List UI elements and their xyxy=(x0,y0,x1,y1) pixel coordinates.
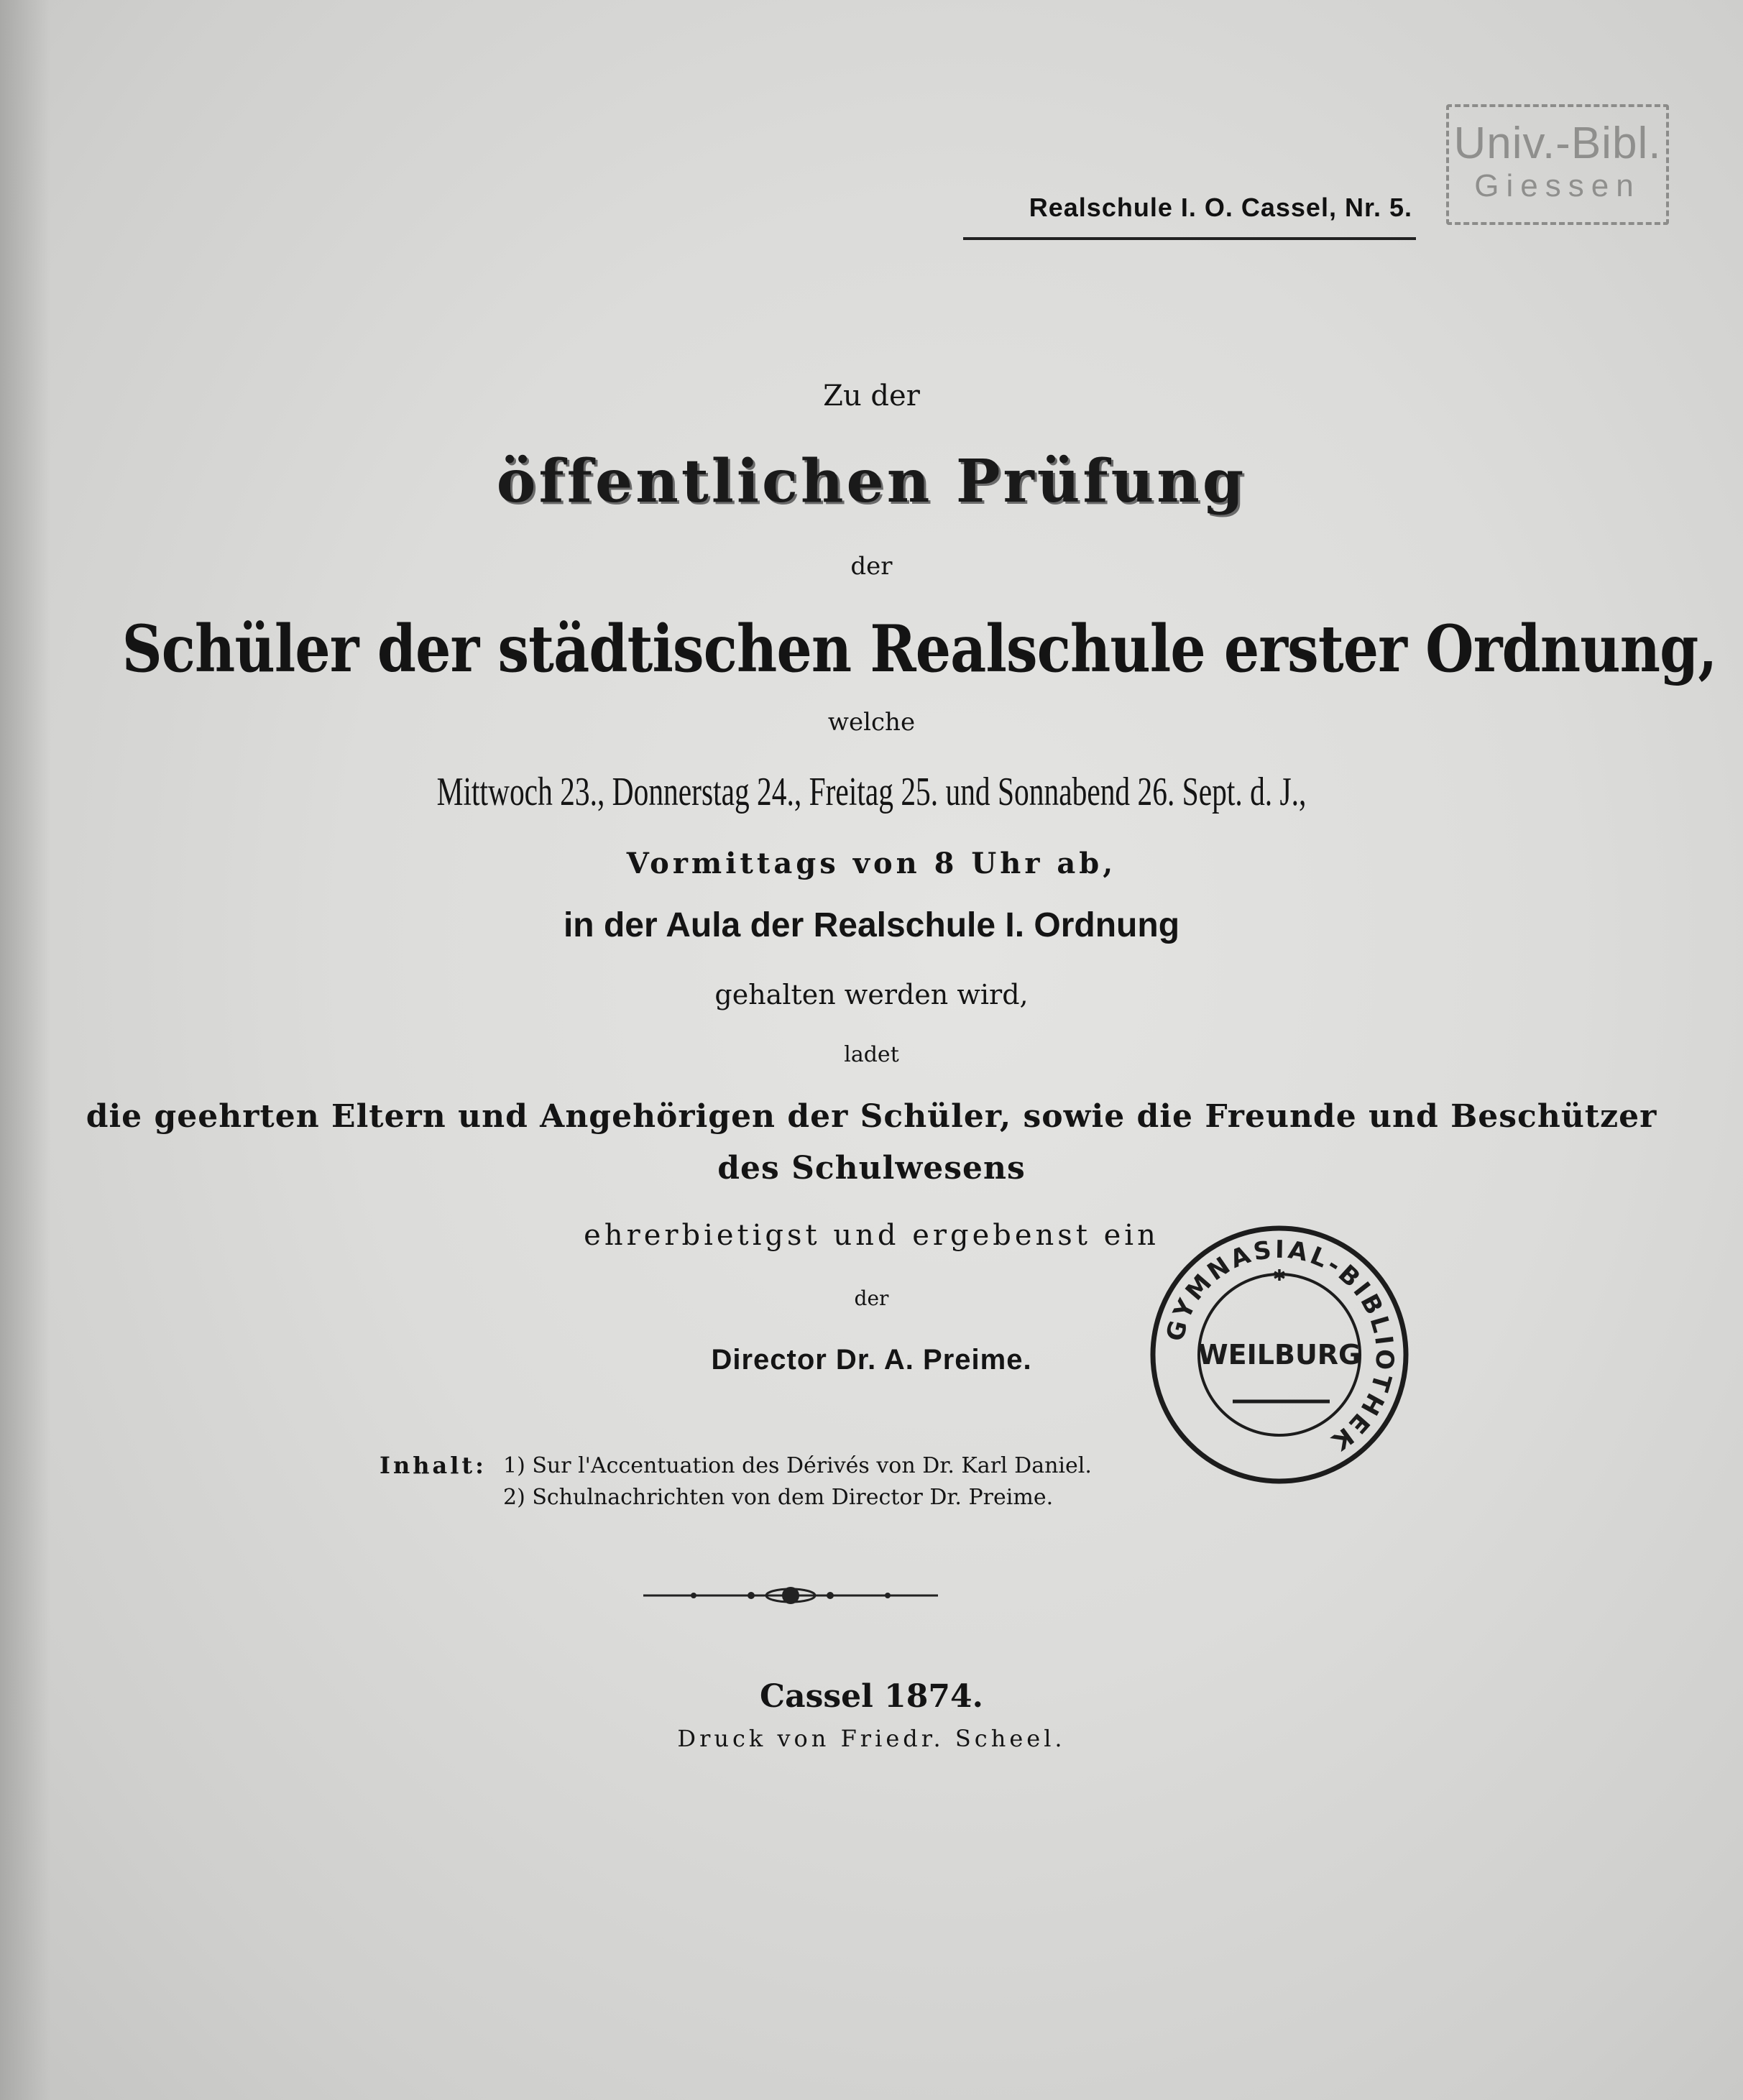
reference-underline xyxy=(963,237,1416,240)
contents-item-2: 2) Schulnachrichten von dem Director Dr. Preime. xyxy=(503,1485,1054,1510)
printer-line: Druck von Friedr. Scheel. xyxy=(677,1725,1066,1752)
library-stamp-line1: Univ.-Bibl. xyxy=(1453,119,1662,168)
main-title: öffentlichen Prüfung xyxy=(496,447,1247,516)
svg-text:✱: ✱ xyxy=(1272,1267,1287,1285)
stamp-center-text: WEILBURG xyxy=(1197,1339,1361,1371)
article-der-2: der xyxy=(854,1286,889,1310)
place-year: Cassel 1874. xyxy=(760,1678,983,1715)
ornament-divider xyxy=(643,1585,938,1606)
invites-verb: ladet xyxy=(844,1042,899,1067)
series-reference: Realschule I. O. Cassel, Nr. 5. xyxy=(1029,193,1412,222)
intro-text: Zu der xyxy=(823,379,920,413)
gymnasium-library-stamp xyxy=(1146,1222,1412,1488)
contents-item-1: 1) Sur l'Accentuation des Dérivés von Dr. Karl Daniel. xyxy=(503,1453,1092,1478)
invitees-line1: die geehrten Eltern und Angehörigen der Schüler, sowie die Freunde und Beschützer xyxy=(86,1098,1657,1135)
relative-welche: welche xyxy=(827,708,916,737)
exam-time: Vormittags von 8 Uhr ab, xyxy=(626,847,1117,880)
article-der: der xyxy=(850,552,893,581)
stamp-ring-text: GYMNASIAL-BIBLIOTHEK xyxy=(1161,1235,1399,1457)
director-name: Director Dr. A. Preime. xyxy=(711,1344,1032,1376)
library-stamp xyxy=(1446,104,1669,225)
school-title: Schüler der städtischen Realschule erster Ordnung, xyxy=(121,611,1717,687)
library-stamp-line2: Giessen xyxy=(1474,168,1641,203)
courtesy-phrase: ehrerbietigst und ergebenst ein xyxy=(584,1219,1159,1252)
exam-location: in der Aula der Realschule I. Ordnung xyxy=(563,906,1180,944)
contents-label: Inhalt: xyxy=(380,1452,487,1479)
held-phrase: gehalten werden wird, xyxy=(714,979,1029,1010)
exam-dates: Mittwoch 23., Donnerstag 24., Freitag 25. und Sonnabend 26. Sept. d. J., xyxy=(436,770,1307,814)
invitees-line2: des Schulwesens xyxy=(717,1150,1026,1187)
